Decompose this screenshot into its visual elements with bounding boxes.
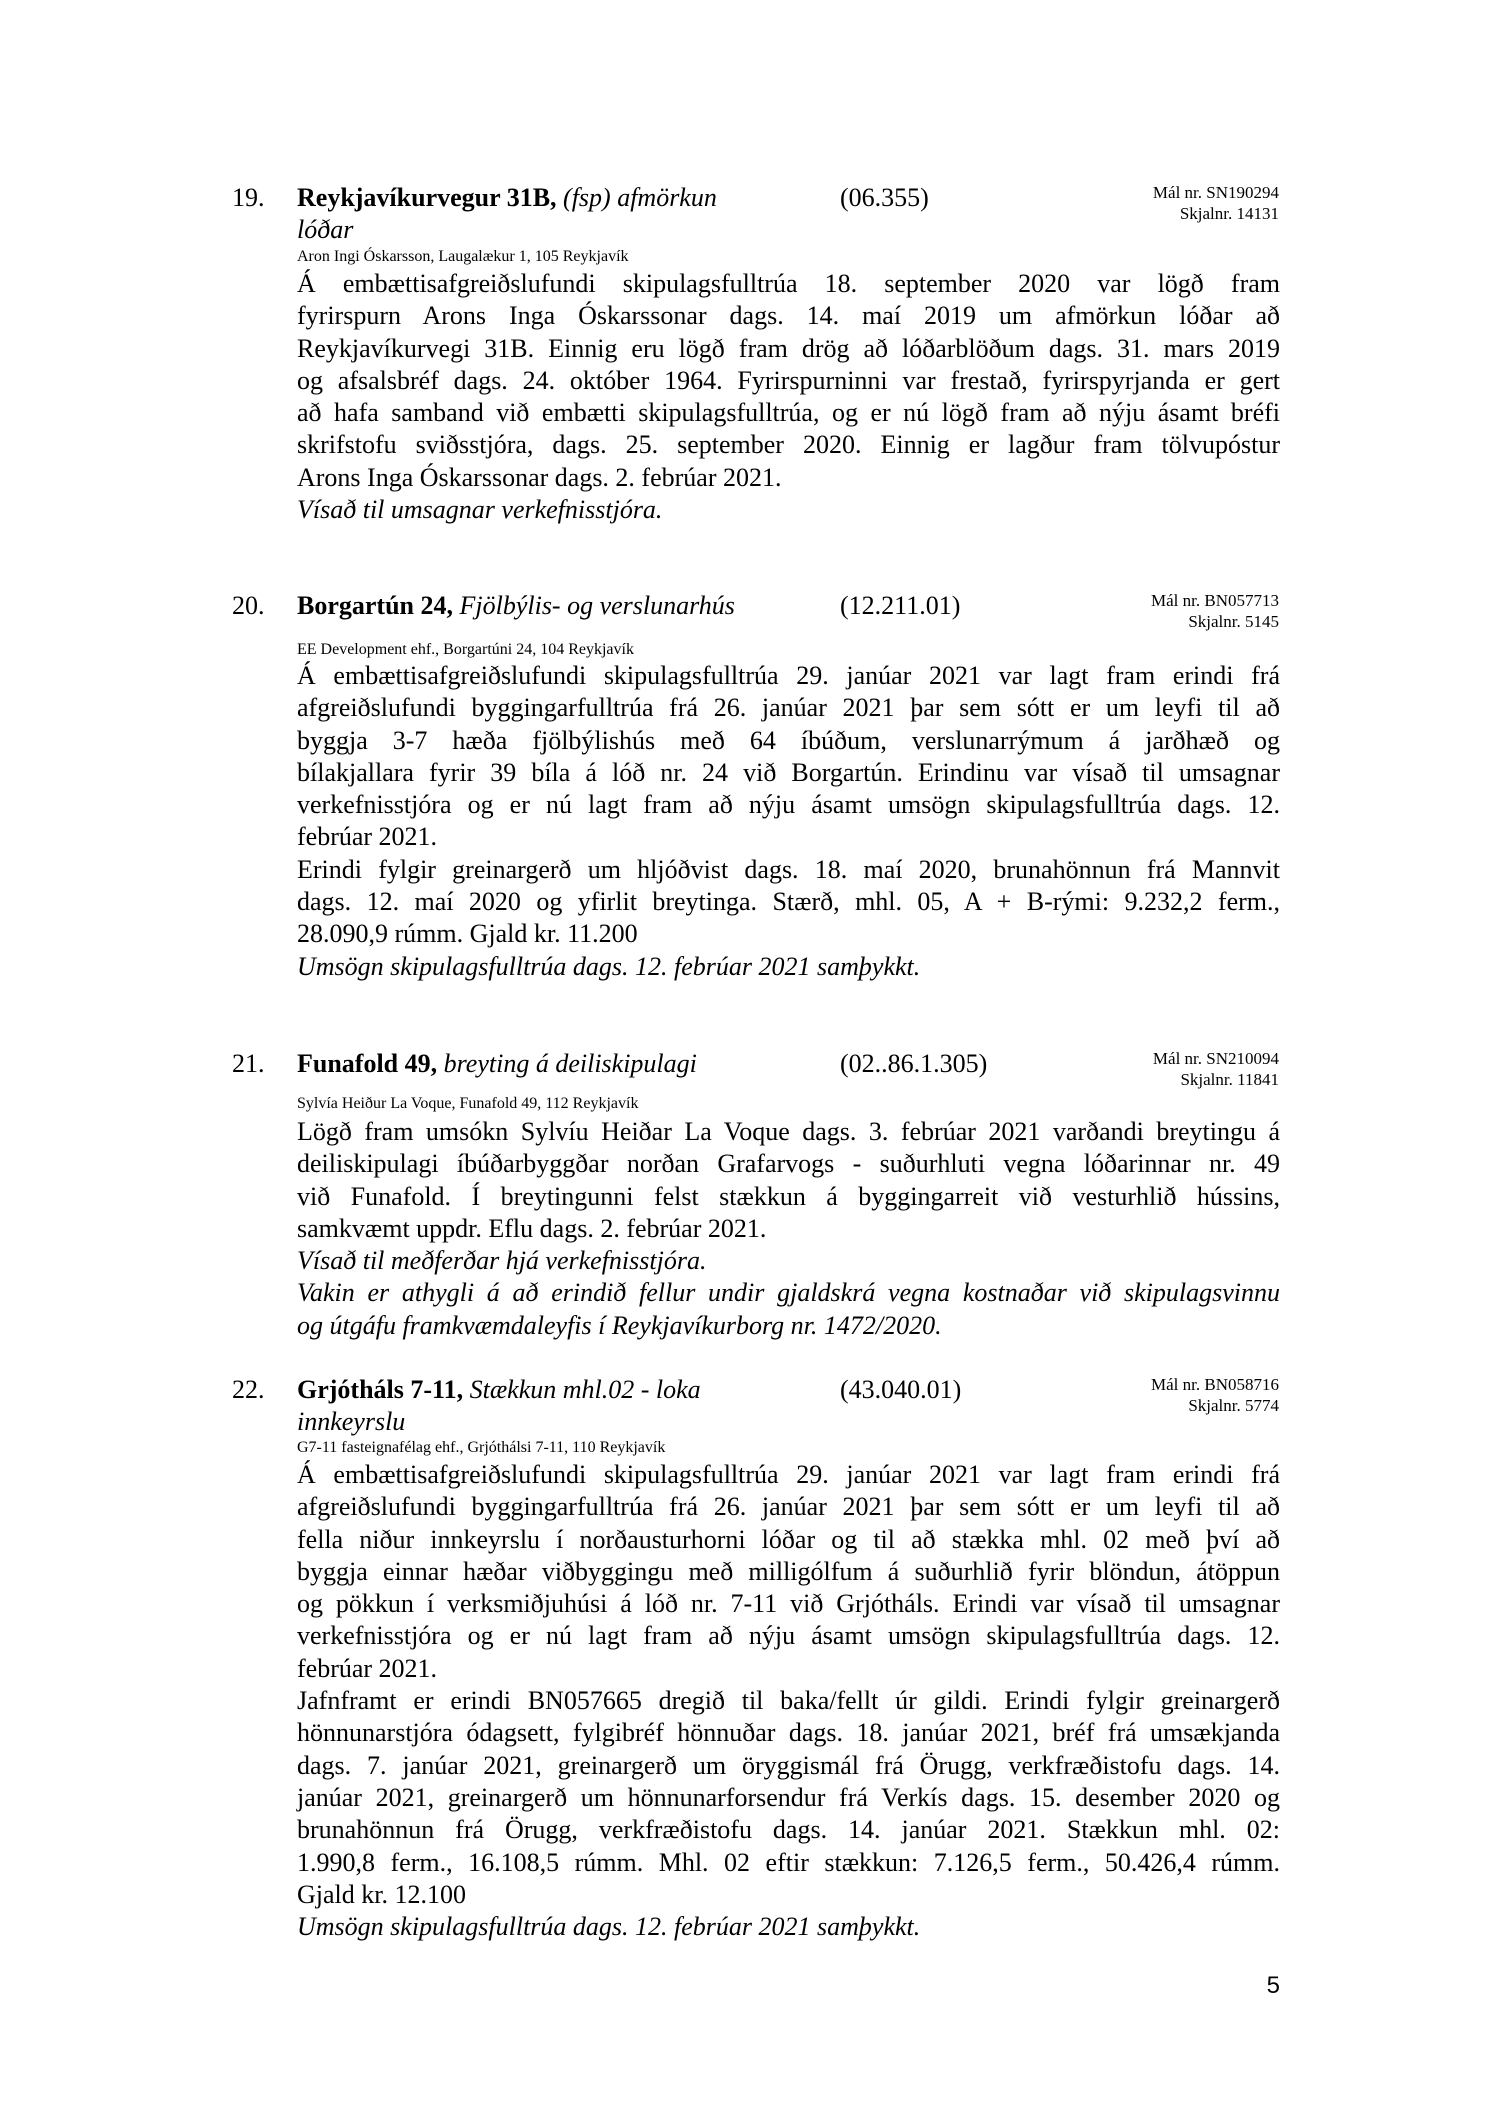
decision-line: og útgáfu framkvæmdaleyfis í Reykjavíkurborg nr. 1472/2020.	[297, 1310, 942, 1340]
paragraph	[297, 268, 1280, 494]
text-line: verkefnisstjóra og er nú lagt fram að nýju ásamt umsögn skipulagsfulltrúa dags. 12.	[297, 790, 1280, 820]
text-line: fyrirspurn Arons Inga Óskarssonar dags. 14. maí 2019 um afmörkun lóðar að	[297, 301, 1280, 331]
item-land-code: (06.355)	[840, 183, 929, 212]
text-line: Erindi fylgir greinargerð um hljóðvist dags. 18. maí 2020, brunahönnun frá Mannvit	[297, 854, 1280, 884]
item-number: 21.	[232, 1049, 265, 1078]
case-number: Mál nr. BN057713	[1151, 591, 1279, 610]
paragraph	[297, 660, 1280, 854]
decision-line: Vísað til meðferðar hjá verkefnisstjóra.	[297, 1246, 707, 1276]
text-line: dags. 7. janúar 2021, greinargerð um öryggismál frá Örugg, verkfræðistofu dags. 14.	[297, 1750, 1280, 1780]
page-number: 5	[1266, 1972, 1280, 1999]
text-line: við Funafold. Í breytingunni felst stækkun á byggingarreit við vesturhlið hússins,	[297, 1181, 1280, 1211]
item-body	[297, 1459, 1280, 1943]
item-heading	[297, 1374, 767, 1438]
decision-line: Umsögn skipulagsfulltrúa dags. 12. febrúar 2021 samþykkt.	[297, 951, 921, 981]
text-line: Á embættisafgreiðslufundi skipulagsfulltrúa 29. janúar 2021 var lagt fram erindi frá	[297, 1460, 1280, 1489]
text-line: skrifstofu sviðsstjóra, dags. 25. september 2020. Einnig er lagður fram tölvupóstur	[297, 430, 1280, 460]
decision-line: Vísað til umsagnar verkefnisstjóra.	[297, 495, 663, 525]
text-line: og pökkun í verksmiðjuhúsi á lóð nr. 7-11 við Grjótháls. Erindi var vísað til umsagnar	[297, 1589, 1280, 1619]
item-body	[297, 660, 1280, 983]
item-heading	[297, 1048, 767, 1080]
item-address: Reykjavíkurvegur 31B,	[297, 183, 557, 212]
text-line: afgreiðslufundi byggingarfulltrúa frá 26. janúar 2021 þar sem sótt er um leyfi til að	[297, 693, 1280, 723]
text-line: Gjald kr. 12.100	[297, 1879, 466, 1909]
text-line: samkvæmt uppdr. Eflu dags. 2. febrúar 2021.	[297, 1213, 767, 1243]
decision-line: Vakin er athygli á að erindið fellur undir gjaldskrá vegna kostnaðar við skipulagsvinnu	[297, 1278, 1280, 1308]
text-line: deiliskipulagi íbúðarbyggðar norðan Grafarvogs - suðurhluti vegna lóðarinnar nr. 49	[297, 1149, 1280, 1179]
item-address: Grjótháls 7-11,	[297, 1375, 464, 1404]
item-number: 20.	[232, 591, 265, 620]
item-heading	[297, 590, 767, 622]
decision-line: Umsögn skipulagsfulltrúa dags. 12. febrúar 2021 samþykkt.	[297, 1912, 921, 1942]
text-line: dags. 12. maí 2020 og yfirlit breytinga. Stærð, mhl. 05, A + B-rými: 9.232,2 ferm.,	[297, 887, 1280, 917]
text-line: hönnunarstjóra ódagsett, fylgibréf hönnuðar dags. 18. janúar 2021, bréf frá umsækjanda	[297, 1718, 1280, 1748]
text-line: og afsalsbréf dags. 24. október 1964. Fyrirspurninni var frestað, fyrirspyrjanda er gert	[297, 365, 1280, 395]
text-line: Jafnframt er erindi BN057665 dregið til baka/fellt úr gildi. Erindi fylgir greinargerð	[297, 1686, 1280, 1716]
item-body	[297, 1116, 1280, 1342]
text-line: fella niður innkeyrslu í norðausturhorni lóðar og til að stækka mhl. 02 með því að	[297, 1524, 1280, 1554]
item-case-refs	[1151, 1374, 1279, 1416]
document-number: Skjalnr. 11841	[1180, 1070, 1279, 1089]
case-number: Mál nr. SN190294	[1152, 183, 1279, 202]
item-case-refs	[1151, 590, 1279, 632]
case-number: Mál nr. BN058716	[1151, 1375, 1279, 1394]
text-line: byggja 3-7 hæða fjölbýlishús með 64 íbúðum, verslunarrýmum á jarðhæð og	[297, 725, 1280, 755]
text-line: Arons Inga Óskarssonar dags. 2. febrúar 2021.	[297, 462, 782, 492]
item-heading	[297, 182, 767, 246]
text-line: brunahönnun frá Örugg, verkfræðistofu dags. 14. janúar 2021. Stækkun mhl. 02:	[297, 1815, 1280, 1845]
text-line: febrúar 2021.	[297, 822, 438, 852]
decision-text	[297, 494, 1280, 526]
paragraph	[297, 854, 1280, 951]
text-line: afgreiðslufundi byggingarfulltrúa frá 26. janúar 2021 þar sem sótt er um leyfi til að	[297, 1492, 1280, 1522]
item-number: 22.	[232, 1375, 265, 1404]
item-applicant: Aron Ingi Óskarsson, Laugalækur 1, 105 Reykjavík	[297, 248, 629, 265]
text-line: Reykjavíkurvegi 31B. Einnig eru lögð fram drög að lóðarblöðum dags. 31. mars 2019	[297, 333, 1280, 363]
text-line: Á embættisafgreiðslufundi skipulagsfulltrúa 18. september 2020 var lögð fram	[297, 269, 1280, 298]
document-number: Skjalnr. 5145	[1188, 612, 1279, 631]
item-applicant: G7-11 fasteignafélag ehf., Grjóthálsi 7-11, 110 Reykjavík	[297, 1439, 666, 1456]
item-land-code: (12.211.01)	[840, 591, 961, 620]
text-line: að hafa samband við embætti skipulagsfulltrúa, og er nú lögð fram að nýju ásamt bréfi	[297, 398, 1280, 428]
paragraph	[297, 1685, 1280, 1911]
text-line: verkefnisstjóra og er nú lagt fram að nýju ásamt umsögn skipulagsfulltrúa dags. 12.	[297, 1621, 1280, 1651]
decision-text	[297, 951, 1280, 983]
item-applicant: EE Development ehf., Borgartúni 24, 104 Reykjavík	[297, 641, 634, 658]
item-description: Stækkun mhl.02 - loka innkeyrslu	[297, 1375, 701, 1436]
item-case-refs	[1153, 1048, 1279, 1090]
item-land-code: (43.040.01)	[840, 1375, 962, 1404]
item-address: Borgartún 24,	[297, 591, 453, 620]
item-description: Fjölbýlis- og verslunarhús	[459, 591, 735, 620]
text-line: 28.090,9 rúmm. Gjald kr. 11.200	[297, 919, 638, 949]
item-number: 19.	[232, 183, 265, 212]
decision-text	[297, 1911, 1280, 1943]
item-description: (fsp) afmörkun lóðar	[297, 183, 717, 244]
item-land-code: (02..86.1.305)	[840, 1049, 988, 1078]
item-address: Funafold 49,	[297, 1049, 438, 1078]
item-body	[297, 268, 1280, 526]
text-line: febrúar 2021.	[297, 1653, 438, 1683]
text-line: bílakjallara fyrir 39 bíla á lóð nr. 24 við Borgartún. Erindinu var vísað til umsagnar	[297, 757, 1280, 787]
text-line: byggja einnar hæðar viðbyggingu með milligólfum á suðurhlið fyrir blöndun, átöppun	[297, 1556, 1280, 1586]
item-case-refs	[1153, 182, 1279, 224]
text-line: Á embættisafgreiðslufundi skipulagsfulltrúa 29. janúar 2021 var lagt fram erindi frá	[297, 661, 1280, 690]
paragraph	[297, 1459, 1280, 1685]
text-line: janúar 2021, greinargerð um hönnunarforsendur frá Verkís dags. 15. desember 2020 og	[297, 1782, 1280, 1812]
document-number: Skjalnr. 5774	[1188, 1396, 1279, 1415]
item-applicant: Sylvía Heiður La Voque, Funafold 49, 112 Reykjavík	[297, 1095, 639, 1112]
paragraph	[297, 1116, 1280, 1245]
item-description: breyting á deiliskipulagi	[443, 1049, 697, 1078]
decision-text	[297, 1245, 1280, 1342]
text-line: Lögð fram umsókn Sylvíu Heiðar La Voque dags. 3. febrúar 2021 varðandi breytingu á	[297, 1117, 1280, 1146]
text-line: 1.990,8 ferm., 16.108,5 rúmm. Mhl. 02 eftir stækkun: 7.126,5 ferm., 50.426,4 rúmm.	[297, 1847, 1280, 1877]
case-number: Mál nr. SN210094	[1152, 1049, 1279, 1068]
document-number: Skjalnr. 14131	[1179, 204, 1279, 223]
